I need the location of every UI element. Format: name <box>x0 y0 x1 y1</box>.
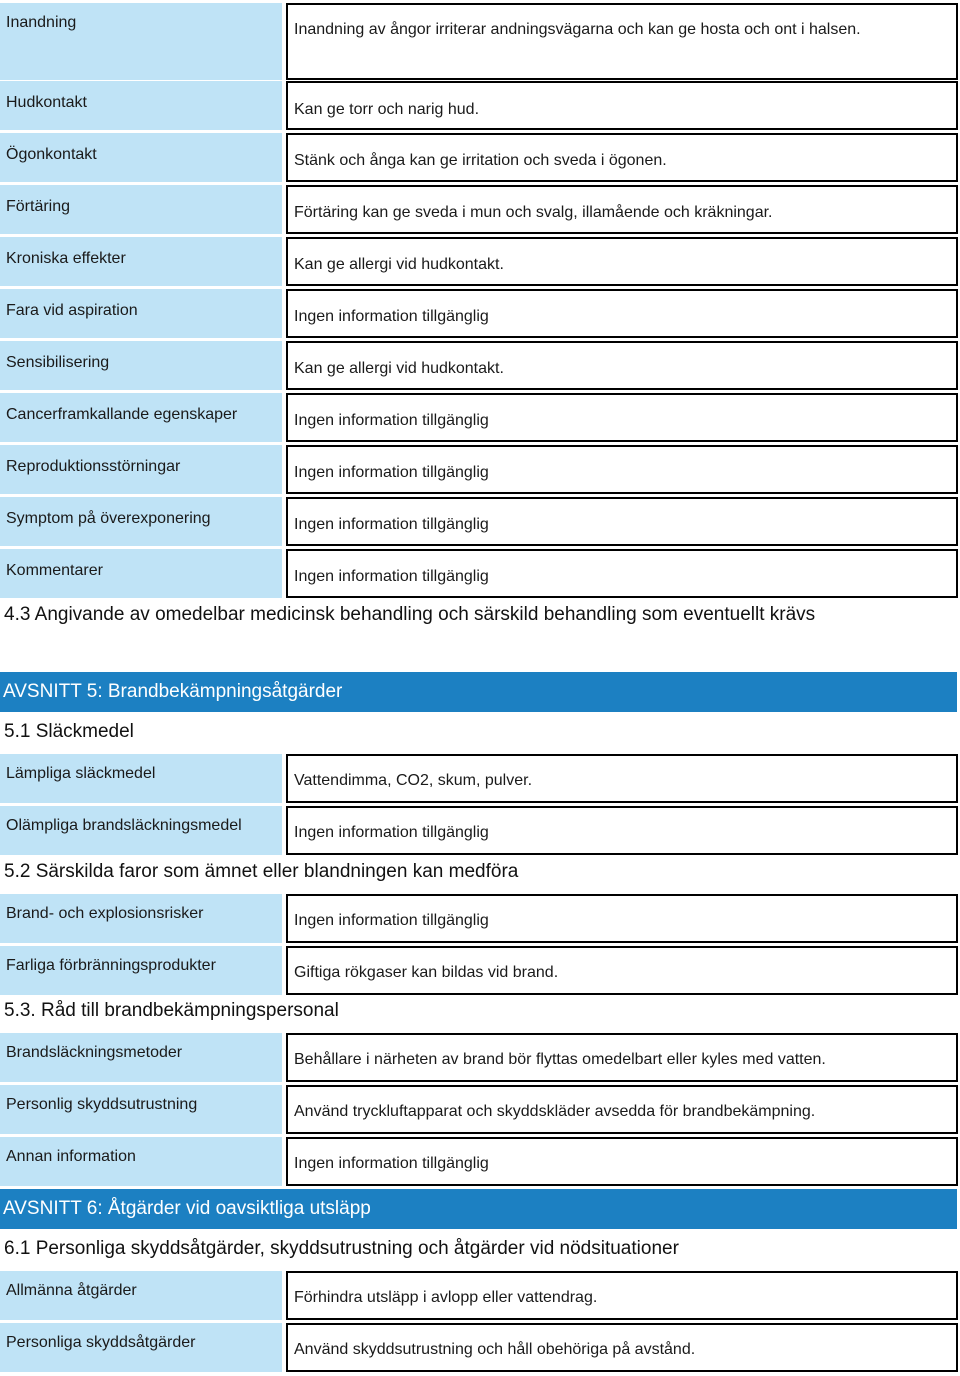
row-value: Förtäring kan ge sveda i mun och svalg, illamående och kräkningar. <box>286 185 958 234</box>
table-row-fortaring <box>0 185 960 234</box>
table-row-brand-explosionsrisker <box>0 894 960 943</box>
subsection-heading-5-2: 5.2 Särskilda faror som ämnet eller blandningen kan medföra <box>4 861 519 882</box>
table-row-kroniska-effekter <box>0 237 960 286</box>
row-value: Använd tryckluftapparat och skyddskläder avsedda för brandbekämpning. <box>286 1085 958 1134</box>
row-value: Behållare i närheten av brand bör flyttas omedelbart eller kyles med vatten. <box>286 1033 958 1082</box>
table-row-inandning <box>0 3 960 80</box>
section-bar-6: AVSNITT 6: Åtgärder vid oavsiktliga utsläpp <box>0 1189 957 1229</box>
subsection-heading-5-3: 5.3. Råd till brandbekämpningspersonal <box>4 1000 339 1021</box>
row-value: Ingen information tillgänglig <box>286 1137 958 1186</box>
row-value: Ingen information tillgänglig <box>286 445 958 494</box>
row-label: Ögonkontakt <box>0 133 282 182</box>
table-row-lampliga-slackmedel <box>0 754 960 803</box>
row-label: Annan information <box>0 1137 282 1186</box>
row-value: Använd skyddsutrustning och håll obehöriga på avstånd. <box>286 1323 958 1372</box>
row-label: Sensibilisering <box>0 341 282 390</box>
table-row-personliga-skyddsatgarder <box>0 1323 960 1372</box>
table-row-fara-vid-aspiration <box>0 289 960 338</box>
row-value: Giftiga rökgaser kan bildas vid brand. <box>286 946 958 995</box>
row-value: Ingen information tillgänglig <box>286 894 958 943</box>
row-label: Brand- och explosionsrisker <box>0 894 282 943</box>
subsection-heading-5-1: 5.1 Släckmedel <box>4 721 134 742</box>
row-label: Inandning <box>0 3 282 80</box>
table-row-kommentarer <box>0 549 960 598</box>
row-label: Brandsläckningsmetoder <box>0 1033 282 1082</box>
table-row-sensibilisering <box>0 341 960 390</box>
row-label: Reproduktionsstörningar <box>0 445 282 494</box>
subsection-heading-4-3: 4.3 Angivande av omedelbar medicinsk behandling och särskild behandling som eventuellt krävs <box>4 604 816 625</box>
table-row-allmanna-atgarder <box>0 1271 960 1320</box>
table-row-brandslackningsmetoder <box>0 1033 960 1082</box>
row-value: Ingen information tillgänglig <box>286 289 958 338</box>
row-value: Kan ge torr och narig hud. <box>286 81 958 130</box>
table-row-hudkontakt <box>0 81 960 130</box>
row-value: Vattendimma, CO2, skum, pulver. <box>286 754 958 803</box>
row-label: Lämpliga släckmedel <box>0 754 282 803</box>
row-label: Farliga förbränningsprodukter <box>0 946 282 995</box>
row-value: Förhindra utsläpp i avlopp eller vattendrag. <box>286 1271 958 1320</box>
row-label: Symptom på överexponering <box>0 497 282 546</box>
row-value: Ingen information tillgänglig <box>286 497 958 546</box>
row-label: Cancerframkallande egenskaper <box>0 393 282 442</box>
row-value: Kan ge allergi vid hudkontakt. <box>286 237 958 286</box>
table-row-ogonkontakt <box>0 133 960 182</box>
row-value: Inandning av ångor irriterar andningsvägarna och kan ge hosta och ont i halsen. <box>286 3 958 80</box>
table-row-symptom <box>0 497 960 546</box>
section-bar-5: AVSNITT 5: Brandbekämpningsåtgärder <box>0 672 957 712</box>
table-row-farliga-forbranningsprodukter <box>0 946 960 995</box>
table-row-cancerframkallande <box>0 393 960 442</box>
row-value: Stänk och ånga kan ge irritation och sveda i ögonen. <box>286 133 958 182</box>
row-label: Olämpliga brandsläckningsmedel <box>0 806 282 855</box>
table-row-annan-information <box>0 1137 960 1186</box>
row-label: Fara vid aspiration <box>0 289 282 338</box>
row-value: Ingen information tillgänglig <box>286 806 958 855</box>
row-label: Personliga skyddsåtgärder <box>0 1323 282 1372</box>
row-label: Hudkontakt <box>0 81 282 130</box>
row-label: Personlig skyddsutrustning <box>0 1085 282 1134</box>
row-label: Kroniska effekter <box>0 237 282 286</box>
table-row-olampliga-slackmedel <box>0 806 960 855</box>
row-label: Kommentarer <box>0 549 282 598</box>
table-row-reproduktionsstorningar <box>0 445 960 494</box>
row-value: Ingen information tillgänglig <box>286 549 958 598</box>
row-value: Ingen information tillgänglig <box>286 393 958 442</box>
row-label: Förtäring <box>0 185 282 234</box>
row-label: Allmänna åtgärder <box>0 1271 282 1320</box>
subsection-heading-6-1: 6.1 Personliga skyddsåtgärder, skyddsutrustning och åtgärder vid nödsituationer <box>4 1238 679 1259</box>
table-row-personlig-skyddsutrustning <box>0 1085 960 1134</box>
row-value: Kan ge allergi vid hudkontakt. <box>286 341 958 390</box>
